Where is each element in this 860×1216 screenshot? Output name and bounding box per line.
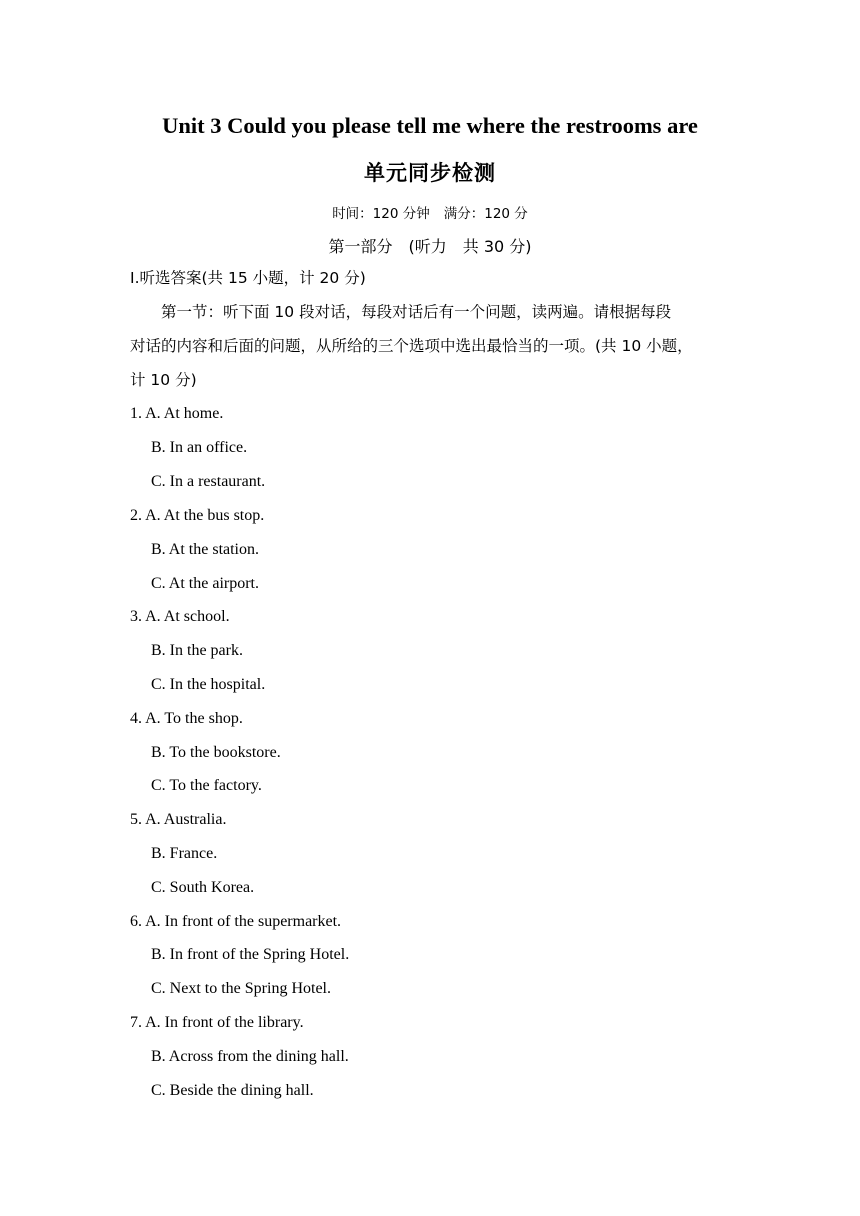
instruction-line: 计 10 分) <box>130 371 197 389</box>
question-option-c: C. At the airport. <box>151 575 259 592</box>
question-option-b: B. France. <box>151 845 218 862</box>
question-option-b: B. In front of the Spring Hotel. <box>151 946 350 963</box>
question-option-a: 7. A. In front of the library. <box>130 1014 304 1031</box>
question-option-c: C. South Korea. <box>151 879 255 896</box>
exam-info <box>0 202 860 222</box>
section-heading: I.听选答案(共 15 小题，计 20 分) <box>130 269 366 287</box>
question-option-b: B. To the bookstore. <box>151 744 281 761</box>
question-option-c: C. To the factory. <box>151 777 262 794</box>
instruction-line: 第一节：听下面 10 段对话，每段对话后有一个问题，读两遍。请根据每段 <box>161 303 672 321</box>
page-title: Unit 3 Could you please tell me where the restrooms are <box>162 113 698 138</box>
instruction-line: 对话的内容和后面的问题，从所给的三个选项中选出最恰当的一项。(共 10 小题， <box>130 337 693 355</box>
question-option-c: C. Next to the Spring Hotel. <box>151 980 331 997</box>
question-option-a: 6. A. In front of the supermarket. <box>130 913 342 930</box>
question-option-c: C. In a restaurant. <box>151 473 266 490</box>
part-note: (听力 共 30 分) <box>408 237 532 256</box>
question-option-a: 3. A. At school. <box>130 608 230 625</box>
question-option-b: B. At the station. <box>151 541 259 558</box>
part-heading <box>0 234 860 257</box>
question-option-c: C. Beside the dining hall. <box>151 1082 314 1099</box>
page-subtitle: 单元同步检测 <box>364 161 496 185</box>
full-score: 满分：120 分 <box>443 206 528 222</box>
question-option-a: 1. A. At home. <box>130 405 224 422</box>
question-option-b: B. Across from the dining hall. <box>151 1048 349 1065</box>
time-limit: 时间：120 分钟 <box>332 206 430 222</box>
question-option-a: 5. A. Australia. <box>130 811 227 828</box>
question-option-b: B. In the park. <box>151 642 243 659</box>
question-option-a: 4. A. To the shop. <box>130 710 243 727</box>
question-option-c: C. In the hospital. <box>151 676 266 693</box>
part-label: 第一部分 <box>328 237 393 256</box>
question-option-a: 2. A. At the bus stop. <box>130 507 265 524</box>
question-option-b: B. In an office. <box>151 439 248 456</box>
